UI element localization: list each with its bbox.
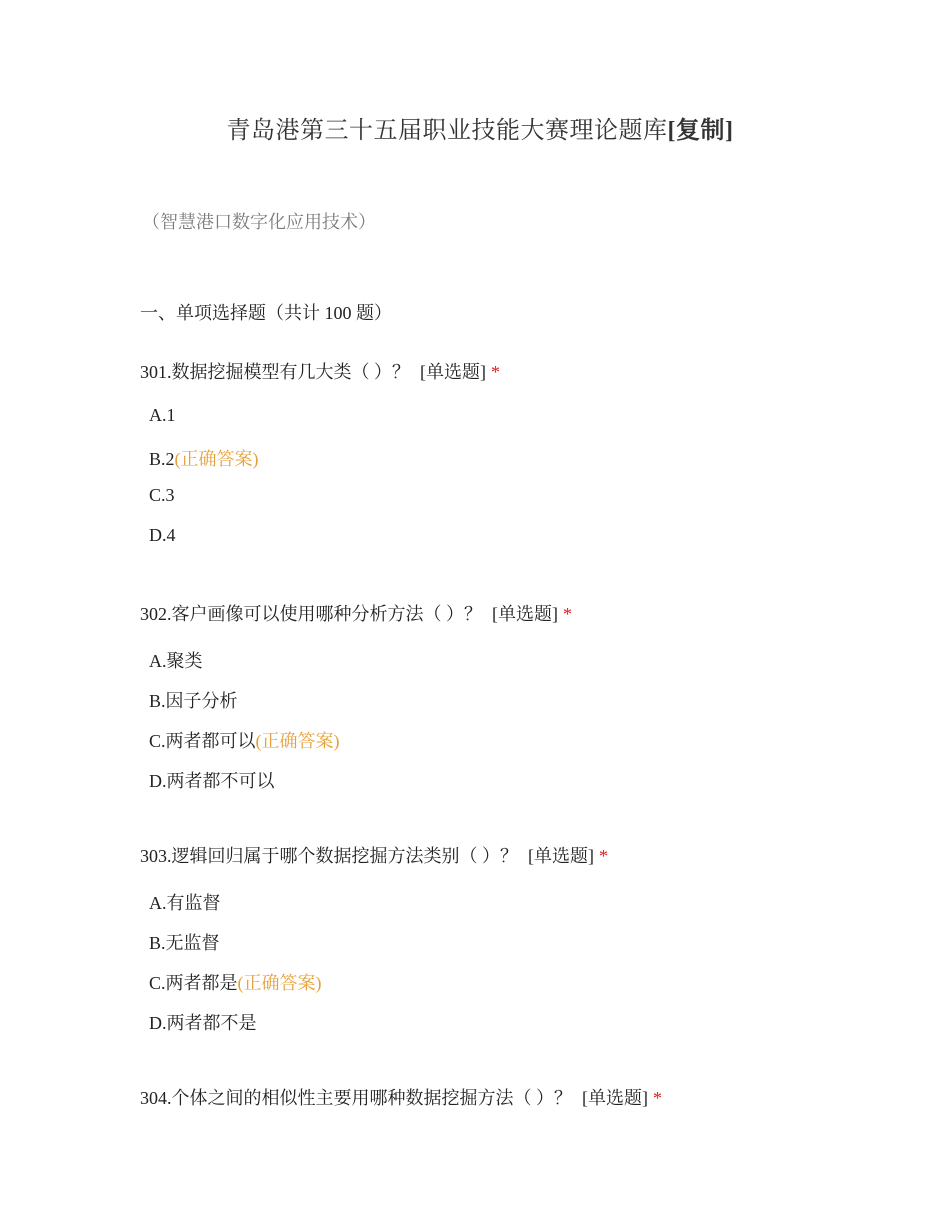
correct-answer-mark: (正确答案) — [237, 973, 322, 993]
option-text: C.3 — [149, 485, 175, 505]
required-marker: * — [653, 1088, 662, 1108]
section-heading: 一、单项选择题（共计 100 题） — [140, 303, 392, 323]
question-text: 303.逻辑回归属于哪个数据挖掘方法类别（ ）？ — [140, 846, 518, 866]
option-text: D.两者都不可以 — [149, 771, 275, 791]
required-marker: * — [599, 846, 608, 866]
question-text: 301.数据挖掘模型有几大类（ ）？ — [140, 362, 410, 382]
option-303-b — [149, 929, 220, 955]
option-303-a — [149, 889, 221, 915]
option-302-d — [149, 767, 275, 793]
correct-answer-mark: (正确答案) — [174, 449, 259, 469]
option-301-d — [149, 525, 176, 546]
option-text: A.有监督 — [149, 893, 221, 913]
option-text: B.2 — [149, 449, 175, 469]
required-marker: * — [563, 604, 572, 624]
question-type-label: [单选题] — [582, 1088, 648, 1108]
option-301-c — [149, 485, 175, 506]
correct-answer-mark: (正确答案) — [255, 731, 340, 751]
page-title-suffix: [复制] — [667, 118, 734, 144]
option-text: B.无监督 — [149, 933, 220, 953]
question-type-label: [单选题] — [492, 604, 558, 624]
page-title-text: 青岛港第三十五届职业技能大赛理论题库 — [226, 118, 668, 144]
option-303-c — [149, 969, 322, 995]
option-302-a — [149, 647, 203, 673]
option-302-b — [149, 687, 238, 713]
question-type-label: [单选题] — [528, 846, 594, 866]
option-302-c — [149, 727, 340, 753]
option-303-d — [149, 1009, 257, 1035]
page-title — [0, 110, 950, 145]
question-302 — [140, 600, 572, 626]
question-301 — [140, 358, 500, 384]
page-subtitle: （智慧港口数字化应用技术） — [142, 212, 376, 233]
option-text: A.1 — [149, 405, 176, 425]
option-301-b — [149, 445, 259, 471]
option-text: C.两者都可以 — [149, 731, 256, 751]
question-303 — [140, 842, 608, 868]
option-text: C.两者都是 — [149, 973, 238, 993]
option-text: D.两者都不是 — [149, 1013, 257, 1033]
question-text: 302.客户画像可以使用哪种分析方法（ ）？ — [140, 604, 482, 624]
question-304 — [140, 1084, 662, 1110]
option-text: A.聚类 — [149, 651, 203, 671]
question-type-label: [单选题] — [420, 362, 486, 382]
question-text: 304.个体之间的相似性主要用哪种数据挖掘方法（ ）？ — [140, 1088, 572, 1108]
option-text: B.因子分析 — [149, 691, 238, 711]
option-text: D.4 — [149, 525, 176, 545]
option-301-a — [149, 405, 176, 426]
required-marker: * — [491, 362, 500, 382]
